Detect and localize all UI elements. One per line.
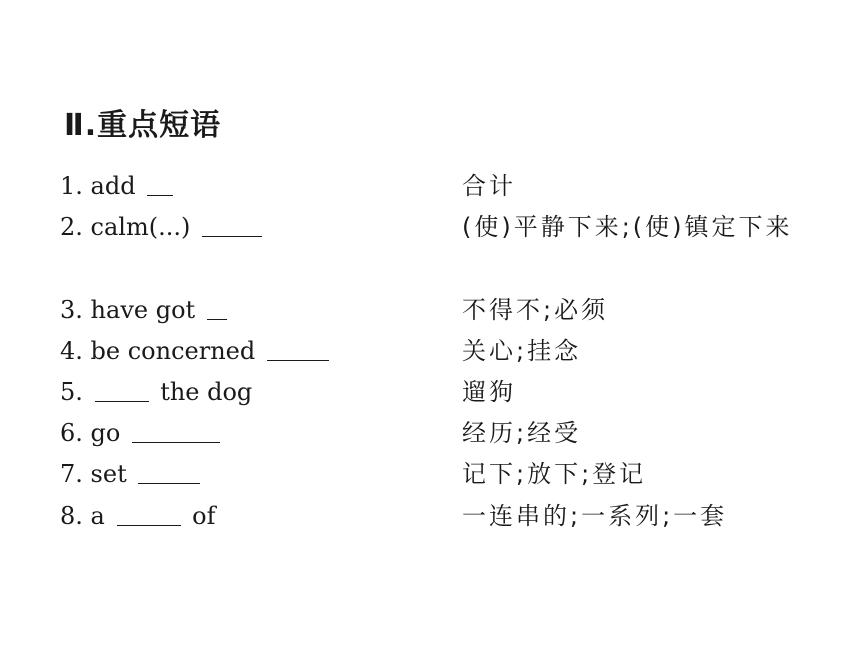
phrase-row-8 <box>60 496 820 536</box>
item-number: 8. <box>60 502 83 530</box>
answer-blank[interactable] <box>117 501 181 526</box>
phrase-english <box>60 207 266 247</box>
phrase-row-4 <box>60 331 820 371</box>
phrase-text-after: of <box>192 502 216 530</box>
answer-blank[interactable] <box>267 336 329 361</box>
answer-blank[interactable] <box>138 459 200 484</box>
phrase-row-1 <box>60 166 820 206</box>
phrase-row-5 <box>60 372 820 412</box>
phrase-row-2 <box>60 207 820 287</box>
phrase-row-6 <box>60 413 820 453</box>
item-number: 1. <box>60 172 83 200</box>
item-number: 3. <box>60 296 83 324</box>
phrase-meaning: 不得不;必须 <box>462 296 609 324</box>
phrase-meaning: 合计 <box>462 172 516 200</box>
answer-blank[interactable] <box>132 418 220 443</box>
phrase-text-before: go <box>90 419 121 447</box>
phrase-english <box>60 372 252 412</box>
phrase-meaning: 经历;经受 <box>462 419 582 447</box>
answer-blank[interactable] <box>202 212 262 237</box>
answer-blank[interactable] <box>147 171 173 196</box>
phrase-english <box>60 454 204 494</box>
phrase-english <box>60 290 231 330</box>
phrase-text-before: add <box>90 172 136 200</box>
phrase-text-before: a <box>90 502 105 530</box>
phrase-english <box>60 496 215 536</box>
phrase-english <box>60 413 224 453</box>
phrase-row-7 <box>60 454 820 494</box>
phrase-text-before: set <box>90 460 127 488</box>
section-title: Ⅱ.重点短语 <box>64 108 222 143</box>
phrase-meaning: 遛狗 <box>462 378 516 406</box>
item-number: 5. <box>60 378 83 406</box>
phrase-english <box>60 166 177 206</box>
item-number: 6. <box>60 419 83 447</box>
item-number: 7. <box>60 460 83 488</box>
phrase-text-before: be concerned <box>90 337 256 365</box>
phrase-meaning: 一连串的;一系列;一套 <box>462 502 728 530</box>
phrase-text-before: have got <box>90 296 196 324</box>
item-number: 4. <box>60 337 83 365</box>
phrase-text-after: the dog <box>160 378 253 406</box>
item-number: 2. <box>60 213 83 241</box>
answer-blank[interactable] <box>95 377 149 402</box>
phrase-english <box>60 331 333 371</box>
phrase-meaning: 记下;放下;登记 <box>462 460 647 488</box>
phrase-meaning: 关心;挂念 <box>462 337 582 365</box>
answer-blank[interactable] <box>207 295 227 320</box>
phrase-text-before: calm(...) <box>90 213 191 241</box>
phrase-row-3 <box>60 290 820 330</box>
phrase-meaning: (使)平静下来;(使)镇定下来 <box>462 213 793 241</box>
